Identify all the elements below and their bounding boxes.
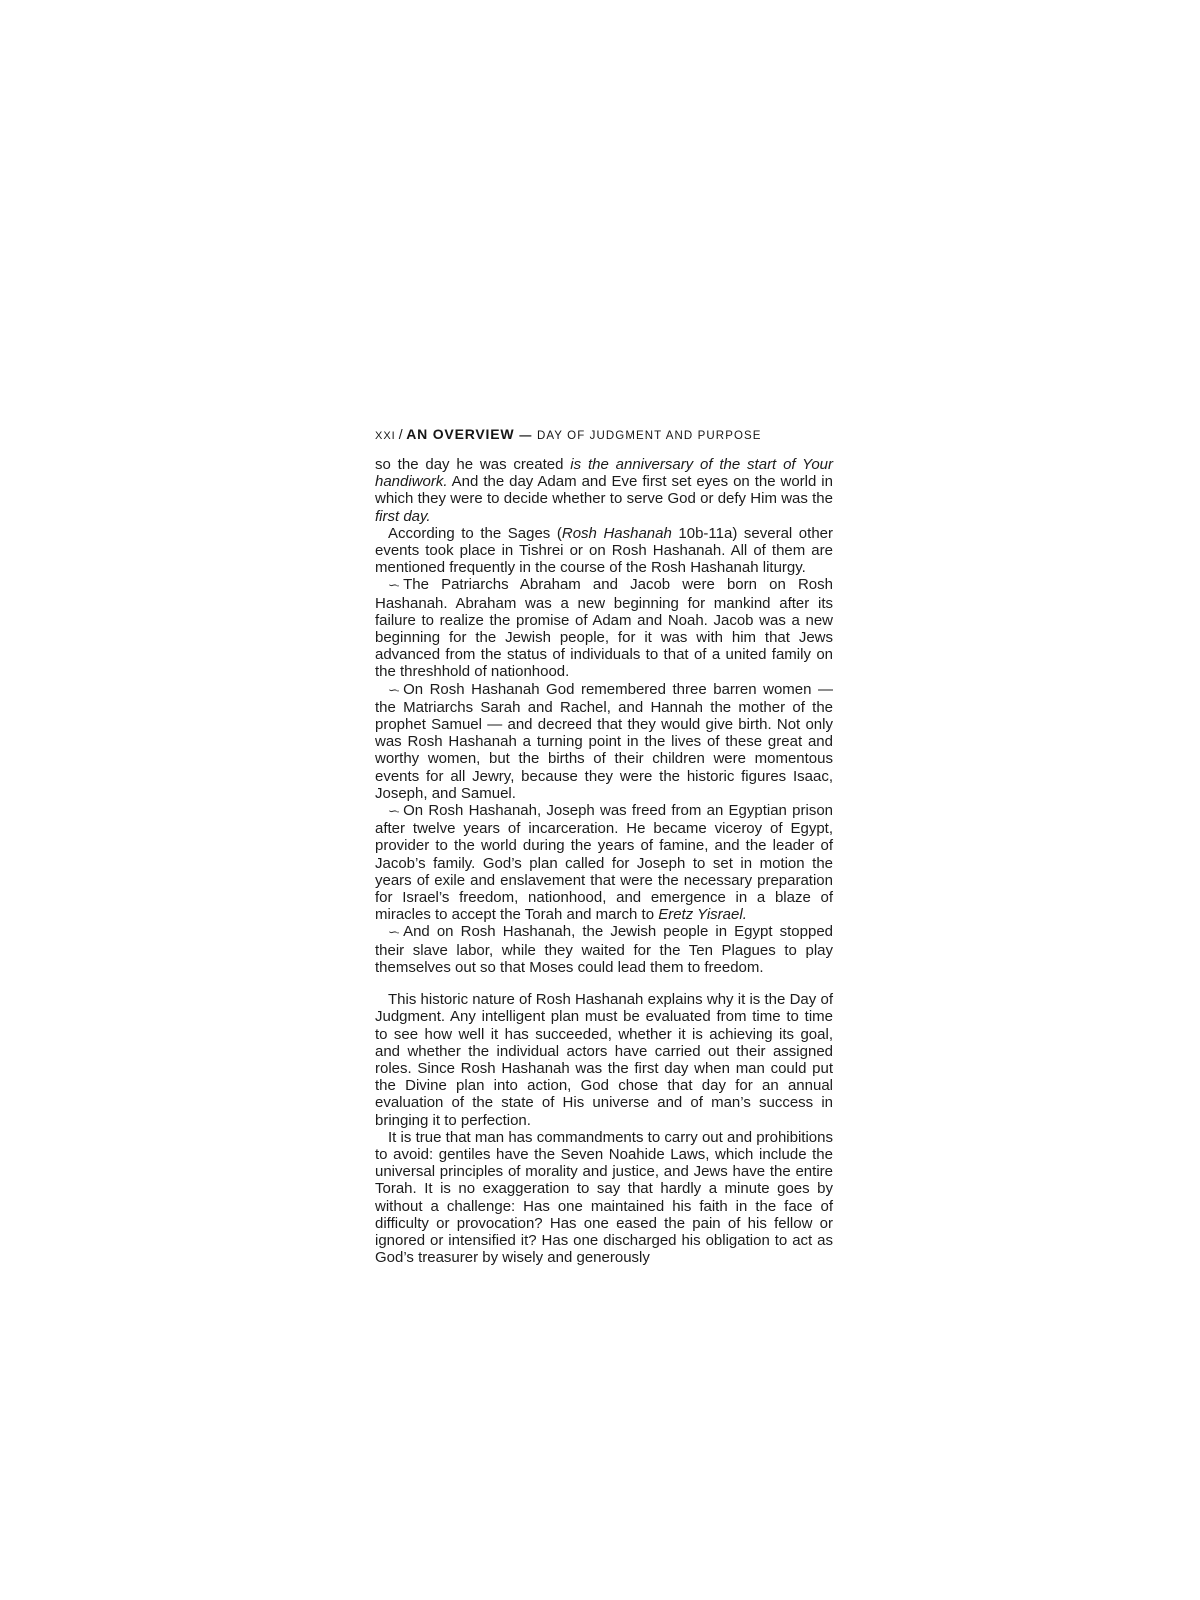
header-dash: — <box>519 428 532 442</box>
running-header <box>375 426 833 442</box>
plain-text: 10b-11a) several other events took place in Tishrei or on Rosh Hashanah. All of them are mentioned frequently in the course of the Rosh Hashanah liturgy. <box>375 524 833 577</box>
italic-text: first day. <box>375 507 431 525</box>
body-paragraph <box>375 1129 833 1267</box>
italic-text: is the anniversary of the start of Your handiwork. <box>375 456 833 491</box>
header-separator: / <box>398 426 404 442</box>
plain-text: It is true that man has commandments to carry out and prohibitions to avoid: gentiles have the Seven Noahide Laws, which include the universal principles of morality and justice, and Jews have the entire Torah. It is no exaggeration to say that hardly a minute goes by without a challenge: Has one maintained his faith in the face of difficulty or provocation? Has one eased the pain of his fellow or ignored or intensified it? Has one discharged his obligation to act as God’s treasurer by wisely and generously <box>375 1128 833 1267</box>
body-paragraph <box>375 456 833 525</box>
body-paragraph <box>375 525 833 577</box>
plain-text: According to the Sages ( <box>388 524 562 542</box>
bullet-paragraph <box>375 681 833 802</box>
leaf-ornament-icon: ∽· <box>388 925 399 940</box>
body-text <box>375 456 833 1266</box>
italic-text: Eretz Yisrael. <box>658 906 747 924</box>
leaf-ornament-icon: ∽· <box>388 682 399 697</box>
leaf-ornament-icon: ∽· <box>388 804 399 819</box>
plain-text: The Patriarchs Abraham and Jacob were born on Rosh Hashanah. Abraham was a new beginning for mankind after its failure to realize the promise of Adam and Noah. Jacob was a new beginning for the Jewish people, for it was with him that Jews advanced from the status of individuals to that of a united family on the threshhold of nationhood. <box>375 576 833 681</box>
text-column <box>375 426 833 1266</box>
plain-text: On Rosh Hashanah, Joseph was freed from an Egyptian prison after twelve years of incarceration. He became viceroy of Egypt, provider to the world during the years of famine, and the leader of Jacob’s family. God’s plan called for Joseph to set in motion the years of exile and enslavement that were the necessary preparation for Israel’s freedom, nationhood, and emergence in a blaze of miracles to accept the Torah and march to <box>375 802 833 924</box>
plain-text: so the day he was created <box>375 456 571 473</box>
chapter-title: DAY OF JUDGMENT AND PURPOSE <box>536 430 762 442</box>
leaf-ornament-icon: ∽· <box>388 578 399 593</box>
plain-text: On Rosh Hashanah God remembered three barren women — the Matriarchs Sarah and Rachel, and Hannah the mother of the prophet Samuel — and decreed that they would give birth. Not only was Rosh Hashanah a turning point in the lives of these great and worthy women, but the births of their children were momentous events for all Jewry, because they were the historic figures Isaac, Joseph, and Samuel. <box>375 680 833 802</box>
section-title: AN OVERVIEW <box>406 426 515 442</box>
body-paragraph <box>375 991 833 1129</box>
bullet-paragraph <box>375 923 833 976</box>
bullet-paragraph <box>375 576 833 680</box>
bullet-paragraph <box>375 802 833 923</box>
page-number: XXI <box>375 430 396 442</box>
plain-text: And on Rosh Hashanah, the Jewish people in Egypt stopped their slave labor, while they waited for the Ten Plagues to play themselves out so that Moses could lead them to freedom. <box>375 923 833 976</box>
plain-text: And the day Adam and Eve first set eyes on the world in which they were to decide whether to serve God or defy Him was the <box>375 473 833 508</box>
plain-text: This historic nature of Rosh Hashanah explains why it is the Day of Judgment. Any intelligent plan must be evaluated from time to time to see how well it has succeeded, whether it is achieving its goal, and whether the individual actors have carried out their assigned roles. Since Rosh Hashanah was the first day when man could put the Divine plan into action, God chose that day for an annual evaluation of the state of His universe and of man’s success in bringing it to perfection. <box>375 991 833 1129</box>
italic-text: Rosh Hashanah <box>561 524 672 542</box>
